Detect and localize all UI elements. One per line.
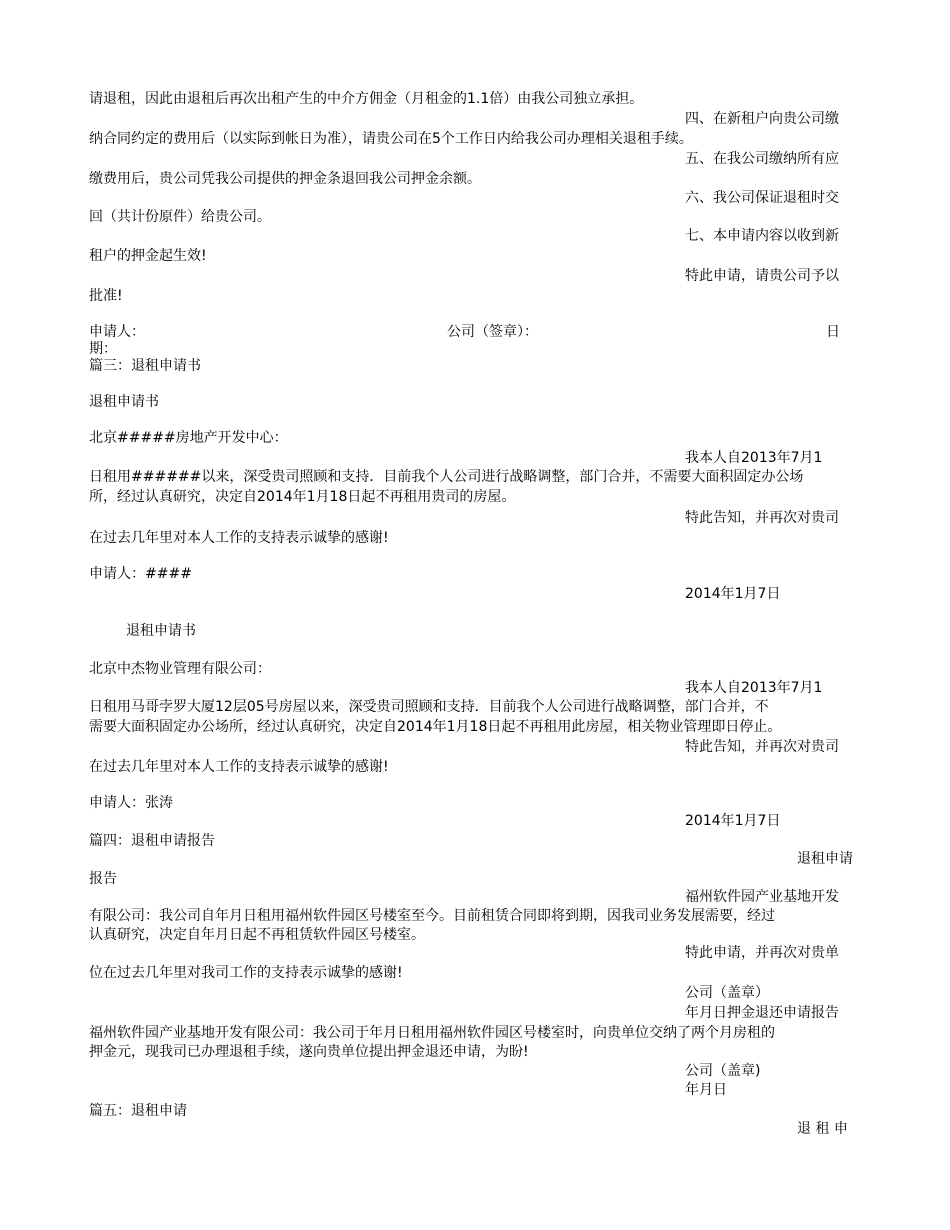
body-line: 回（共计份原件）给贵公司。 — [89, 209, 271, 225]
body-line: 福州软件园产业基地开发 — [685, 889, 839, 905]
body-line: 有限公司：我公司自年月日租用福州软件园区号楼室至今。目前租赁合同即将到期，因我司业务发展需要，经过 — [89, 908, 775, 924]
body-line: 认真研究，决定自年月日起不再租赁软件园区号楼室。 — [89, 927, 425, 943]
report-date: 年月日 — [685, 1082, 727, 1098]
body-line: 我本人自2013年7月1 — [685, 680, 823, 696]
body-line: 五、在我公司缴纳所有应 — [685, 151, 839, 167]
date-label: 日 — [826, 324, 840, 340]
body-line: 特此告知，并再次对贵司 — [685, 510, 839, 526]
body-line: 我本人自2013年7月1 — [685, 450, 823, 466]
body-line: 在过去几年里对本人工作的支持表示诚挚的感谢! — [89, 759, 389, 775]
body-line: 租户的押金起生效! — [89, 248, 207, 264]
body-line: 福州软件园产业基地开发有限公司：我公司于年月日租用福州软件园区号楼室时，向贵单位交纳了两个月房租的 — [89, 1025, 775, 1041]
body-line: 批准! — [89, 288, 123, 304]
body-line: 七、本申请内容以收到新 — [685, 228, 839, 244]
applicant-label: 申请人： — [89, 324, 145, 340]
body-line: 年月日押金退还申请报告 — [685, 1005, 839, 1021]
recipient: 北京中杰物业管理有限公司： — [89, 661, 271, 677]
section-heading: 篇五：退租申请 — [89, 1103, 187, 1119]
body-line: 所，经过认真研究，决定自2014年1月18日起不再租用贵司的房屋。 — [89, 489, 516, 505]
applicant: 申请人：张涛 — [89, 795, 173, 811]
body-line: 在过去几年里对本人工作的支持表示诚挚的感谢! — [89, 530, 389, 546]
report-title-cont: 报告 — [89, 871, 117, 887]
recipient: 北京#####房地产开发中心： — [89, 430, 288, 446]
applicant: 申请人：#### — [89, 566, 192, 582]
body-line: 押金元，现我司已办理退租手续，遂向贵单位提出押金退还申请，为盼! — [89, 1044, 529, 1060]
section-heading: 篇三：退租申请书 — [89, 358, 201, 374]
letter-date: 2014年1月7日 — [685, 813, 781, 829]
body-line: 纳合同约定的费用后（以实际到帐日为准），请贵公司在5个工作日内给我公司办理相关退租手续。 — [89, 131, 693, 147]
report-title: 退租申请 — [797, 851, 853, 867]
body-line: 日租用马哥孛罗大厦12层05号房屋以来，深受贵司照顾和支持．目前我个人公司进行战略调整，部门合并，不 — [89, 699, 769, 715]
body-line: 特此告知，并再次对贵司 — [685, 739, 839, 755]
company-seal: 公司（盖章） — [685, 985, 769, 1001]
body-line: 位在过去几年里对我司工作的支持表示诚挚的感谢! — [89, 965, 403, 981]
section-heading: 篇四：退租申请报告 — [89, 833, 215, 849]
body-line: 四、在新租户向贵公司缴 — [685, 111, 839, 127]
body-line: 缴费用后，贵公司凭我公司提供的押金条退回我公司押金余额。 — [89, 171, 481, 187]
body-line: 特此申请，并再次对贵单 — [685, 945, 839, 961]
body-line: 日租用######以来，深受贵司照顾和支持．目前我个人公司进行战略调整，部门合并，不需要大面积固定办公场 — [89, 469, 804, 485]
body-line: 请退租，因此由退租后再次出租产生的中介方佣金（月租金的1.1倍）由我公司独立承担。 — [89, 91, 644, 107]
body-line: 六、我公司保证退租时交 — [685, 190, 839, 206]
letter-title: 退租申请书 — [89, 394, 159, 410]
letter-date: 2014年1月7日 — [685, 586, 781, 602]
date-label-cont: 期： — [89, 341, 117, 357]
letter-title: 退 租 申 — [797, 1121, 848, 1137]
company-seal-label: 公司（签章）： — [447, 324, 538, 340]
body-line: 特此申请，请贵公司予以 — [685, 268, 839, 284]
body-line: 需要大面积固定办公场所，经过认真研究，决定自2014年1月18日起不再租用此房屋，相关物业管理即日停止。 — [89, 719, 782, 735]
company-seal: 公司（盖章) — [685, 1063, 761, 1079]
letter-title: 退租申请书 — [126, 623, 196, 639]
